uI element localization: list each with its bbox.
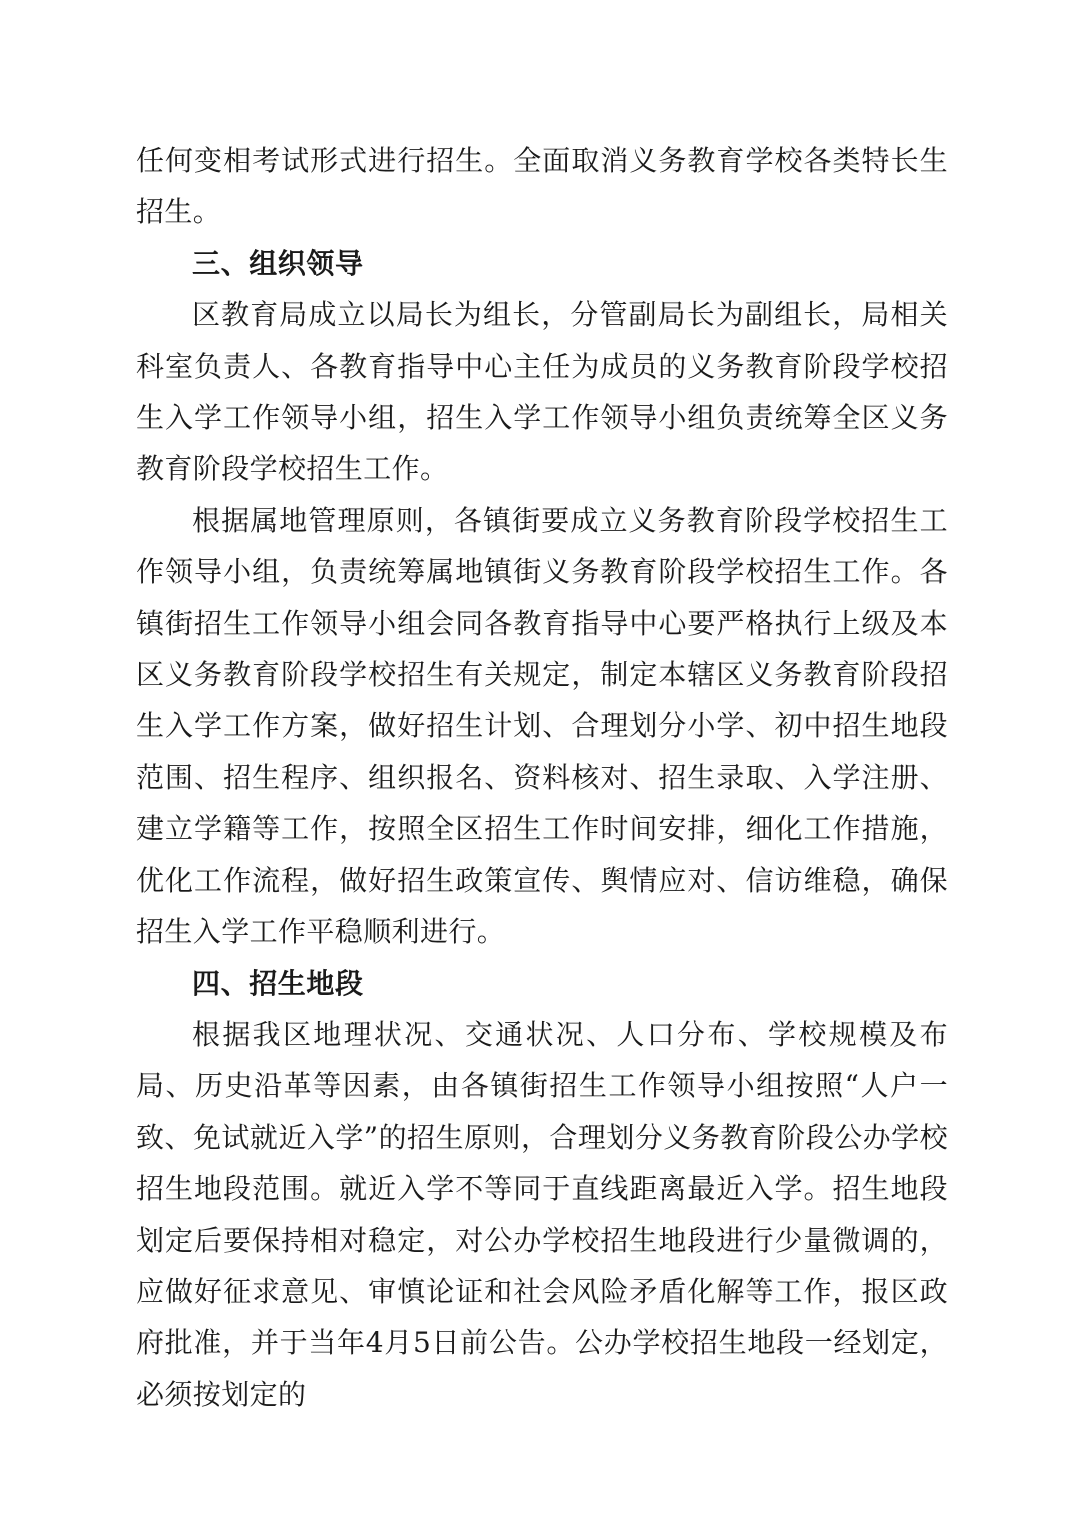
section-heading-enrollment-zones: 四、招生地段 — [192, 966, 364, 1000]
section-heading-organization: 三、组织领导 — [192, 246, 364, 280]
enrollment-zones-paragraph-1: 根据我区地理状况、交通状况、人口分布、学校规模及布局、历史沿革等因素，由各镇街招生工作领导小组按照“人户一致、免试就近入学”的招生原则，合理划分义务教育阶段公办学校招生地段范围。就近入学不等同于直线距离最近入学。招生地段划定后要保持相对稳定，对公办学校招生地段进行少量微调的，应做好征求意见、审慎论证和社会风险矛盾化解等工作，报区政府批准，并于当年4月5日前公告。公办学校招生地段一经划定，必须按划定的 — [136, 1017, 948, 1411]
organization-paragraph-2: 根据属地管理原则，各镇街要成立义务教育阶段学校招生工作领导小组，负责统筹属地镇街义务教育阶段学校招生工作。各镇街招生工作领导小组会同各教育指导中心要严格执行上级及本区义务教育阶段学校招生有关规定，制定本辖区义务教育阶段招生入学工作方案，做好招生计划、合理划分小学、初中招生地段范围、招生程序、组织报名、资料核对、招生录取、入学注册、建立学籍等工作，按照全区招生工作时间安排，细化工作措施，优化工作流程，做好招生政策宣传、舆情应对、信访维稳，确保招生入学工作平稳顺利进行。 — [136, 503, 948, 949]
organization-paragraph-1: 区教育局成立以局长为组长，分管副局长为副组长，局相关科室负责人、各教育指导中心主任为成员的义务教育阶段学校招生入学工作领导小组，招生入学工作领导小组负责统筹全区义务教育阶段学校招生工作。 — [136, 298, 948, 486]
document-body — [136, 135, 948, 1420]
intro-continuation-paragraph: 任何变相考试形式进行招生。全面取消义务教育学校各类特长生招生。 — [136, 144, 948, 229]
